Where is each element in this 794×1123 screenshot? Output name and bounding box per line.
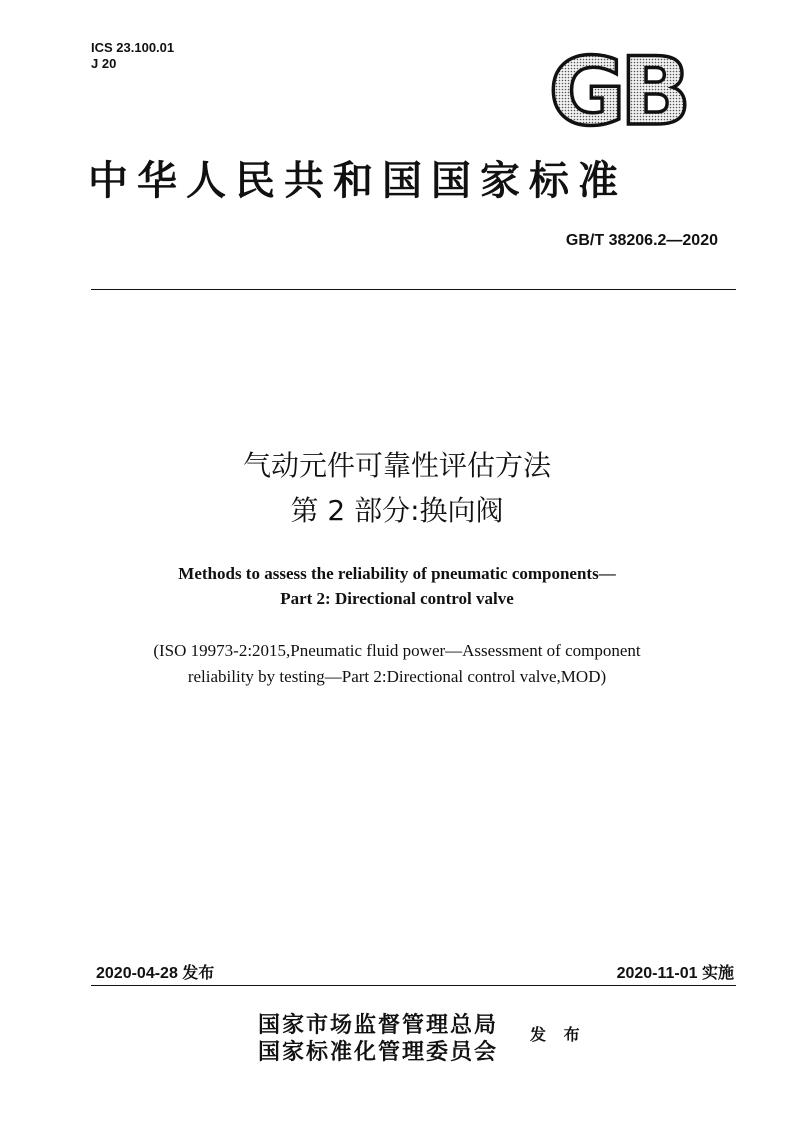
issue-date: 2020-04-28 发布	[96, 965, 215, 982]
classification-codes	[91, 40, 174, 72]
title-en-line2: Part 2: Directional control valve	[280, 589, 514, 608]
gb-logo-lettering: GB	[548, 52, 686, 130]
title-cn-line2: 第 2 部分:换向阀	[290, 494, 504, 527]
issuer-sac: 国家标准化管理委员会	[258, 1039, 499, 1065]
title-cn-line1: 气动元件可靠性评估方法	[242, 449, 551, 482]
footer-divider	[91, 985, 736, 986]
issuer-samr: 国家市场监督管理总局	[258, 1012, 499, 1038]
ccs-code: J 20	[91, 56, 117, 71]
effective-date: 2020-11-01 实施	[616, 965, 734, 982]
standard-number: GB/T 38206.2—2020	[565, 232, 718, 249]
national-standard-title: 中华人民共和国国家标准	[88, 158, 627, 204]
iso-reference-line2: reliability by testing—Part 2:Directional control valve,MOD)	[187, 667, 607, 686]
title-en-line1: Methods to assess the reliability of pneumatic components—	[178, 564, 616, 583]
gb-logo	[537, 52, 697, 130]
ics-code: ICS 23.100.01	[91, 40, 175, 55]
iso-reference-line1: (ISO 19973-2:2015,Pneumatic fluid power—Assessment of component	[153, 641, 641, 660]
publish-label: 发 布	[530, 1025, 586, 1044]
header-divider	[91, 289, 736, 290]
